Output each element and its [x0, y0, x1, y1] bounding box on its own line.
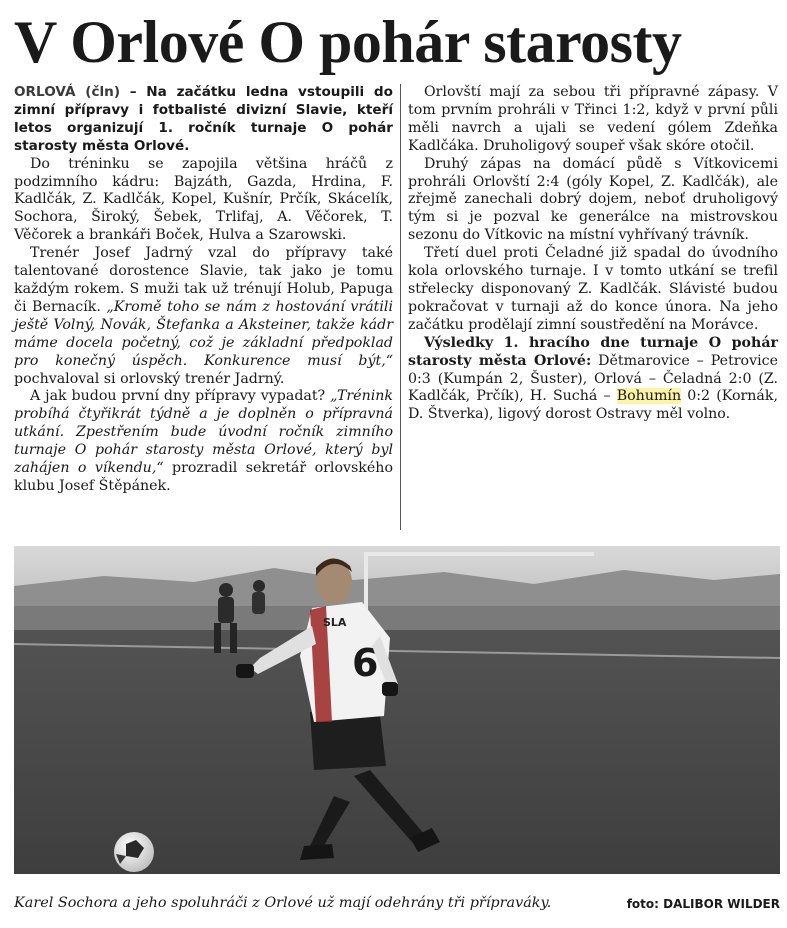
results-text-tail: 0:2 (Kornák, D. Štverka), ligový dorost Ostravy měl volno.	[408, 388, 778, 423]
paragraph-secretary-text: A jak budou první dny přípravy vypadat?	[30, 388, 331, 405]
caption-text: Karel Sochora a jeho spoluhráči z Orlové už mají odehrány tři přípraváky.	[14, 895, 552, 911]
paragraph-first-match: Orlovští mají za sebou tři přípravné zápasy. V tom prvním prohráli v Třinci 1:2, když v první půli měli navrch a ujali se vedení gólem Zdeňka Kadlčáka. Druholigový soupeř však skóre otočil.	[408, 84, 778, 154]
dateline: ORLOVÁ (čln)	[14, 84, 121, 100]
glove	[382, 682, 398, 696]
paragraph-squad: Do tréninku se zapojila většina hráčů z podzimního kádru: Bajzáth, Gazda, Hrdina, F. Kadlčák, Z. Kadlčák, Kopel, Kušnír, Prčík, Skácelík, Sochora, Široký, Šebek, Trlifaj, A. Věčorek, T. Věčorek a brankáři Boček, Hulva a Szarowski.	[14, 155, 393, 244]
match-photo	[14, 546, 780, 874]
paragraph-coach-text: Trenér Josef Jadrný vzal do přípravy také talentované dorostence Slavie, tak jako je tomu každým rokem. S muži tak už trénují Holub, Papuga či Bernacík.	[14, 245, 393, 315]
photo-caption	[14, 894, 780, 912]
jersey-text: SLA	[323, 616, 347, 629]
background-player	[252, 580, 265, 614]
paragraph-coach	[14, 245, 393, 388]
highlighted-word: Bohumín	[616, 388, 682, 405]
paragraph-coach-tail: pochvaloval si orlovský trenér Jadrný.	[14, 370, 285, 387]
lead-text: – Na začátku ledna vstoupili do zimní přípravy i fotbalisté divizní Slavie, kteří letos organizují 1. ročník turnaje O pohár starosty města Orlové.	[14, 84, 393, 154]
article-column-right	[408, 84, 778, 424]
photo-illustration	[14, 546, 780, 874]
secretary-quote: „Trénink probíhá čtyřikrát týdně a je doplněn o přípravná utkání. Zpestřením bude úvodní ročník zimního turnaje O pohár starosty města Orlové, který byl zahájen o víkendu,“	[14, 388, 393, 477]
lead-paragraph	[14, 84, 393, 156]
paragraph-secretary	[14, 388, 393, 495]
headline: V Orlové O pohár starosty	[14, 9, 682, 75]
results-text: Dětmarovice – Petrovice 0:3 (Kumpán 2, Šuster), Orlová – Čeladná 2:0 (Z. Kadlčák, Prčík), H. Suchá –	[408, 352, 778, 405]
glove	[236, 664, 254, 678]
results-heading: Výsledky 1. hracího dne turnaje O pohár starosty města Orlové:	[408, 334, 778, 369]
jersey-number: 6	[352, 641, 379, 685]
paragraph-secretary-tail: prozradil sekretář orlovského klubu Josef Štěpánek.	[14, 460, 393, 494]
soccer-ball	[114, 832, 154, 872]
paragraph-results	[408, 335, 778, 425]
boot	[300, 844, 334, 860]
paragraph-third-match: Třetí duel proti Čeladné již spadal do úvodního kola orlovského turnaje. I v tomto utkání se trefil střelecky disponovaný Z. Kadlčák. Slávisté budou pokračovat v turnaji až do konce února. Na jeho začátku prodělají zimní soustředění na Morávce.	[408, 245, 778, 333]
paragraph-second-match: Druhý zápas na domácí půdě s Vítkovicemi prohráli Orlovští 2:4 (góly Kopel, Z. Kadlčák), ale zřejmě zanechali dobrý dojem, neboť druholigový tým si je pozval ke generálce na mistrovskou sezonu do Vítkovic na místní vyhřívaný trávník.	[408, 155, 778, 244]
article-column-left	[14, 84, 393, 496]
photo-credit: foto: DALIBOR WILDER	[626, 897, 780, 911]
column-divider	[400, 84, 401, 530]
coach-quote: „Kromě toho se nám z hostování vrátili ještě Volný, Novák, Štefanka a Aksteiner, takže kádr máme docela početný, což je základní předpoklad pro konečný úspěch. Konkurence musí být,“	[14, 298, 393, 369]
